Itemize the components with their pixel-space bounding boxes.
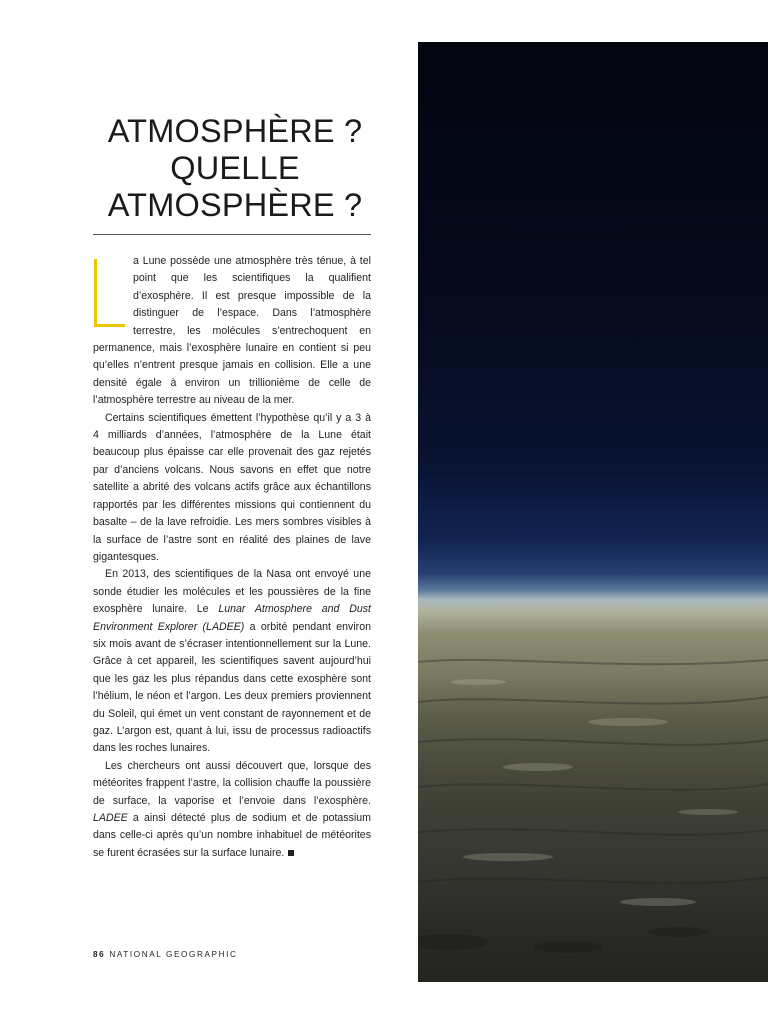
article-body bbox=[93, 253, 371, 862]
headline bbox=[90, 113, 380, 224]
moon-horizon-photo bbox=[418, 42, 768, 982]
magazine-name: NATIONAL GEOGRAPHIC bbox=[109, 950, 238, 959]
paragraph-4 bbox=[93, 758, 371, 862]
paragraph-2: Certains scientifiques émettent l’hypothèse qu’il y a 3 à 4 milliards d’années, l’atmosphère de la Lune était beaucoup plus épaisse car elle provenait des gaz rejetés par d’anciens volcans. Nous savons en effet que notre satellite a abrité des volcans actifs grâce aux échantillons rapportés par les différentes missions qui contiennent du basalte – de la lave refroidie. Les mers sombres visibles à la surface de l’astre sont en réalité des plaines de lave gigantesques. bbox=[93, 411, 371, 563]
paragraph-3-text-a: En 2013, des scientifiques de la Nasa ont envoyé une sonde étudier les molécules et les poussières de la fine exosphère lunaire. Le bbox=[93, 568, 371, 616]
moon-surface-texture bbox=[418, 42, 768, 982]
dropcap-letter-l bbox=[93, 259, 127, 329]
ladee-short-name: LADEE bbox=[93, 812, 128, 824]
paragraph-4-text-b: a ainsi détecté plus de sodium et de potassium dans celle-ci après qu’un nombre inhabituel de météorites se furent écrasées sur la surface lunaire. bbox=[93, 812, 371, 859]
headline-line-2: QUELLE bbox=[170, 150, 300, 186]
headline-divider bbox=[93, 234, 371, 235]
end-mark bbox=[288, 850, 294, 856]
page-folio bbox=[93, 950, 238, 959]
paragraph-3 bbox=[93, 566, 371, 757]
paragraph-4-text-a: Les chercheurs ont aussi découvert que, lorsque des météorites frappent l’astre, la collision chauffe la poussière de surface, la vaporise et l’envoie dans l’exosphère. bbox=[93, 759, 371, 807]
ladee-full-name: Lunar Atmosphere and Dust Environment Explorer (LADEE) bbox=[93, 603, 371, 633]
headline-line-3: ATMOSPHÈRE ? bbox=[107, 187, 363, 223]
headline-line-1: ATMOSPHÈRE ? bbox=[107, 113, 363, 149]
paragraph-1: a Lune possède une atmosphère très ténue, à tel point que les scientifiques la qualifient d’exosphère. Il est presque impossible de la distinguer de l’espace. Dans l’atmosphère terrestre, les molécules s’entrechoquent en permanence, mais l’exosphère lunaire en contient si peu qu’elles n’entrent presque jamais en collision. Elle a une densité égale à environ un trillionième de celle de l’atmosphère terrestre au niveau de la mer. bbox=[93, 255, 371, 407]
paragraph-3-text-b: a orbité pendant environ six mois avant de s’écraser intentionnellement sur la Lune. Grâce à cet appareil, les scientifiques savent aujourd’hui que les gaz les plus répandus dans cette exosphère sont l’hélium, le néon et l’argon. Les deux premiers proviennent du Soleil, qui émet un vent constant de rayonnement et de gaz. L’argon est, quant à lui, issu de processus radioactifs dans les roches lunaires. bbox=[93, 620, 371, 755]
page-number: 86 bbox=[93, 950, 106, 959]
